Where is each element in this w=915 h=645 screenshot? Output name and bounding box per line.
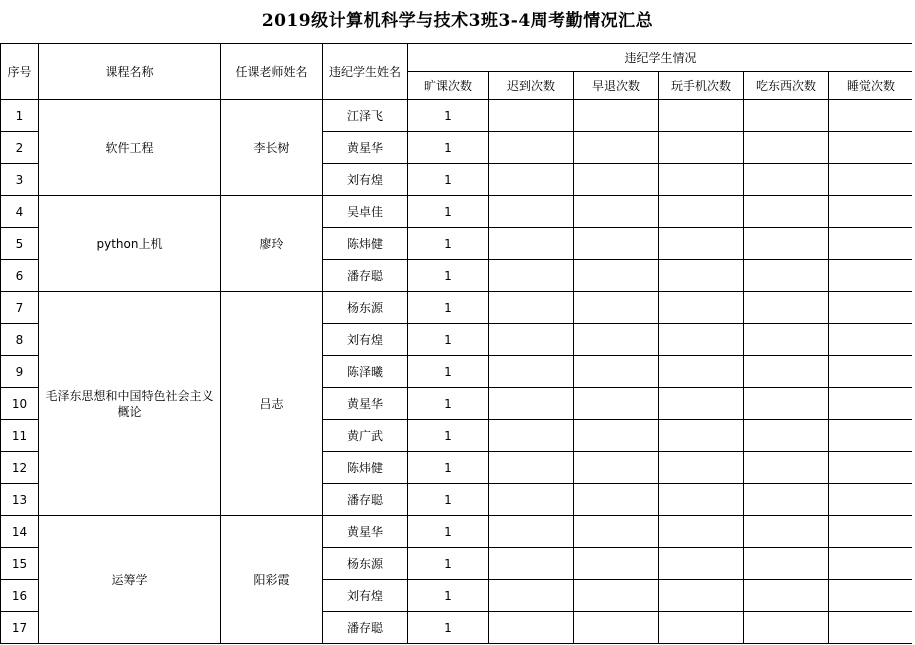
cell-absent-count[interactable]: 1 — [408, 292, 489, 324]
cell-seq[interactable]: 17 — [1, 612, 39, 644]
col-header-phone: 玩手机次数 — [659, 72, 744, 100]
cell-sleeping-count[interactable] — [829, 292, 914, 324]
cell-seq[interactable]: 12 — [1, 452, 39, 484]
cell-late-count[interactable] — [489, 452, 574, 484]
cell-seq[interactable]: 5 — [1, 228, 39, 260]
cell-eating-count[interactable] — [744, 452, 829, 484]
col-header-eating: 吃东西次数 — [744, 72, 829, 100]
cell-early-leave-count[interactable] — [574, 292, 659, 324]
cell-late-count[interactable] — [489, 324, 574, 356]
col-header-situation: 违纪学生情况 — [408, 44, 914, 72]
cell-absent-count[interactable]: 1 — [408, 164, 489, 196]
cell-eating-count[interactable] — [744, 324, 829, 356]
cell-course[interactable]: 软件工程 — [39, 100, 221, 196]
cell-early-leave-count[interactable] — [574, 420, 659, 452]
cell-seq[interactable]: 15 — [1, 548, 39, 580]
cell-phone-count[interactable] — [659, 484, 744, 516]
cell-sleeping-count[interactable] — [829, 228, 914, 260]
cell-late-count[interactable] — [489, 260, 574, 292]
cell-absent-count[interactable]: 1 — [408, 612, 489, 644]
cell-eating-count[interactable] — [744, 516, 829, 548]
cell-late-count[interactable] — [489, 612, 574, 644]
cell-early-leave-count[interactable] — [574, 484, 659, 516]
cell-early-leave-count[interactable] — [574, 100, 659, 132]
col-header-teacher: 任课老师姓名 — [221, 44, 323, 100]
cell-absent-count[interactable]: 1 — [408, 132, 489, 164]
cell-eating-count[interactable] — [744, 388, 829, 420]
cell-eating-count[interactable] — [744, 356, 829, 388]
table-row — [1, 100, 914, 132]
cell-late-count[interactable] — [489, 164, 574, 196]
cell-phone-count[interactable] — [659, 612, 744, 644]
cell-eating-count[interactable] — [744, 196, 829, 228]
table-row — [1, 292, 914, 324]
col-header-seq: 序号 — [1, 44, 39, 100]
cell-student[interactable]: 刘有煌 — [323, 164, 408, 196]
cell-course[interactable]: python上机 — [39, 196, 221, 292]
cell-late-count[interactable] — [489, 484, 574, 516]
cell-seq[interactable]: 8 — [1, 324, 39, 356]
cell-absent-count[interactable]: 1 — [408, 388, 489, 420]
cell-absent-count[interactable]: 1 — [408, 580, 489, 612]
cell-sleeping-count[interactable] — [829, 100, 914, 132]
cell-student[interactable]: 潘存聪 — [323, 612, 408, 644]
cell-absent-count[interactable]: 1 — [408, 356, 489, 388]
cell-early-leave-count[interactable] — [574, 356, 659, 388]
cell-phone-count[interactable] — [659, 388, 744, 420]
cell-student[interactable]: 陈炜健 — [323, 452, 408, 484]
cell-seq[interactable]: 4 — [1, 196, 39, 228]
col-header-student: 违纪学生姓名 — [323, 44, 408, 100]
cell-early-leave-count[interactable] — [574, 324, 659, 356]
cell-early-leave-count[interactable] — [574, 132, 659, 164]
cell-early-leave-count[interactable] — [574, 612, 659, 644]
attendance-table — [0, 43, 914, 644]
cell-student[interactable]: 杨东源 — [323, 548, 408, 580]
cell-seq[interactable]: 9 — [1, 356, 39, 388]
cell-sleeping-count[interactable] — [829, 196, 914, 228]
cell-eating-count[interactable] — [744, 420, 829, 452]
cell-teacher[interactable]: 廖玲 — [221, 196, 323, 292]
col-header-sleeping: 睡觉次数 — [829, 72, 914, 100]
cell-student[interactable]: 黄星华 — [323, 388, 408, 420]
cell-seq[interactable]: 10 — [1, 388, 39, 420]
cell-student[interactable]: 陈泽曦 — [323, 356, 408, 388]
cell-absent-count[interactable]: 1 — [408, 420, 489, 452]
cell-late-count[interactable] — [489, 388, 574, 420]
cell-teacher[interactable]: 阳彩霞 — [221, 516, 323, 644]
cell-early-leave-count[interactable] — [574, 164, 659, 196]
cell-late-count[interactable] — [489, 580, 574, 612]
cell-late-count[interactable] — [489, 228, 574, 260]
cell-eating-count[interactable] — [744, 484, 829, 516]
cell-student[interactable]: 吴卓佳 — [323, 196, 408, 228]
cell-eating-count[interactable] — [744, 100, 829, 132]
cell-phone-count[interactable] — [659, 324, 744, 356]
cell-seq[interactable]: 1 — [1, 100, 39, 132]
cell-eating-count[interactable] — [744, 164, 829, 196]
cell-phone-count[interactable] — [659, 356, 744, 388]
cell-late-count[interactable] — [489, 516, 574, 548]
cell-sleeping-count[interactable] — [829, 356, 914, 388]
header-row-1 — [1, 44, 914, 72]
cell-seq[interactable]: 7 — [1, 292, 39, 324]
cell-phone-count[interactable] — [659, 452, 744, 484]
cell-eating-count[interactable] — [744, 612, 829, 644]
cell-sleeping-count[interactable] — [829, 548, 914, 580]
cell-early-leave-count[interactable] — [574, 196, 659, 228]
cell-student[interactable]: 江泽飞 — [323, 100, 408, 132]
cell-absent-count[interactable]: 1 — [408, 260, 489, 292]
col-header-late: 迟到次数 — [489, 72, 574, 100]
cell-absent-count[interactable]: 1 — [408, 484, 489, 516]
cell-phone-count[interactable] — [659, 580, 744, 612]
col-header-course: 课程名称 — [39, 44, 221, 100]
cell-eating-count[interactable] — [744, 260, 829, 292]
cell-absent-count[interactable]: 1 — [408, 452, 489, 484]
cell-student[interactable]: 陈炜健 — [323, 228, 408, 260]
cell-absent-count[interactable]: 1 — [408, 324, 489, 356]
cell-seq[interactable]: 2 — [1, 132, 39, 164]
cell-early-leave-count[interactable] — [574, 580, 659, 612]
cell-phone-count[interactable] — [659, 164, 744, 196]
cell-sleeping-count[interactable] — [829, 516, 914, 548]
table-row — [1, 516, 914, 548]
cell-phone-count[interactable] — [659, 548, 744, 580]
cell-eating-count[interactable] — [744, 132, 829, 164]
col-header-early-leave: 早退次数 — [574, 72, 659, 100]
cell-course[interactable]: 毛泽东思想和中国特色社会主义概论 — [39, 292, 221, 516]
cell-phone-count[interactable] — [659, 420, 744, 452]
cell-phone-count[interactable] — [659, 260, 744, 292]
cell-sleeping-count[interactable] — [829, 388, 914, 420]
cell-sleeping-count[interactable] — [829, 164, 914, 196]
cell-seq[interactable]: 6 — [1, 260, 39, 292]
cell-eating-count[interactable] — [744, 580, 829, 612]
cell-late-count[interactable] — [489, 292, 574, 324]
cell-phone-count[interactable] — [659, 292, 744, 324]
cell-student[interactable]: 杨东源 — [323, 292, 408, 324]
cell-sleeping-count[interactable] — [829, 324, 914, 356]
col-header-absent: 旷课次数 — [408, 72, 489, 100]
cell-sleeping-count[interactable] — [829, 580, 914, 612]
cell-late-count[interactable] — [489, 100, 574, 132]
cell-seq[interactable]: 14 — [1, 516, 39, 548]
cell-phone-count[interactable] — [659, 100, 744, 132]
cell-eating-count[interactable] — [744, 548, 829, 580]
cell-student[interactable]: 潘存聪 — [323, 484, 408, 516]
cell-early-leave-count[interactable] — [574, 388, 659, 420]
cell-absent-count[interactable]: 1 — [408, 548, 489, 580]
cell-sleeping-count[interactable] — [829, 420, 914, 452]
cell-late-count[interactable] — [489, 196, 574, 228]
cell-eating-count[interactable] — [744, 292, 829, 324]
cell-eating-count[interactable] — [744, 228, 829, 260]
cell-absent-count[interactable]: 1 — [408, 100, 489, 132]
cell-late-count[interactable] — [489, 548, 574, 580]
cell-phone-count[interactable] — [659, 228, 744, 260]
cell-late-count[interactable] — [489, 356, 574, 388]
cell-course[interactable]: 运筹学 — [39, 516, 221, 644]
cell-early-leave-count[interactable] — [574, 516, 659, 548]
cell-teacher[interactable]: 李长树 — [221, 100, 323, 196]
cell-early-leave-count[interactable] — [574, 548, 659, 580]
cell-student[interactable]: 黄星华 — [323, 516, 408, 548]
cell-seq[interactable]: 11 — [1, 420, 39, 452]
cell-sleeping-count[interactable] — [829, 260, 914, 292]
cell-seq[interactable]: 13 — [1, 484, 39, 516]
cell-absent-count[interactable]: 1 — [408, 196, 489, 228]
cell-student[interactable]: 黄星华 — [323, 132, 408, 164]
cell-sleeping-count[interactable] — [829, 484, 914, 516]
cell-seq[interactable]: 3 — [1, 164, 39, 196]
cell-phone-count[interactable] — [659, 132, 744, 164]
cell-student[interactable]: 刘有煌 — [323, 324, 408, 356]
sheet-title: 2019级计算机科学与技术3班3-4周考勤情况汇总 — [261, 11, 654, 31]
cell-seq[interactable]: 16 — [1, 580, 39, 612]
cell-student[interactable]: 刘有煌 — [323, 580, 408, 612]
cell-early-leave-count[interactable] — [574, 228, 659, 260]
cell-absent-count[interactable]: 1 — [408, 228, 489, 260]
cell-absent-count[interactable]: 1 — [408, 516, 489, 548]
cell-phone-count[interactable] — [659, 516, 744, 548]
table-row — [1, 196, 914, 228]
cell-early-leave-count[interactable] — [574, 452, 659, 484]
cell-sleeping-count[interactable] — [829, 612, 914, 644]
cell-student[interactable]: 潘存聪 — [323, 260, 408, 292]
cell-teacher[interactable]: 吕志 — [221, 292, 323, 516]
cell-sleeping-count[interactable] — [829, 452, 914, 484]
cell-student[interactable]: 黄广武 — [323, 420, 408, 452]
cell-phone-count[interactable] — [659, 196, 744, 228]
cell-late-count[interactable] — [489, 132, 574, 164]
cell-late-count[interactable] — [489, 420, 574, 452]
cell-sleeping-count[interactable] — [829, 132, 914, 164]
cell-early-leave-count[interactable] — [574, 260, 659, 292]
